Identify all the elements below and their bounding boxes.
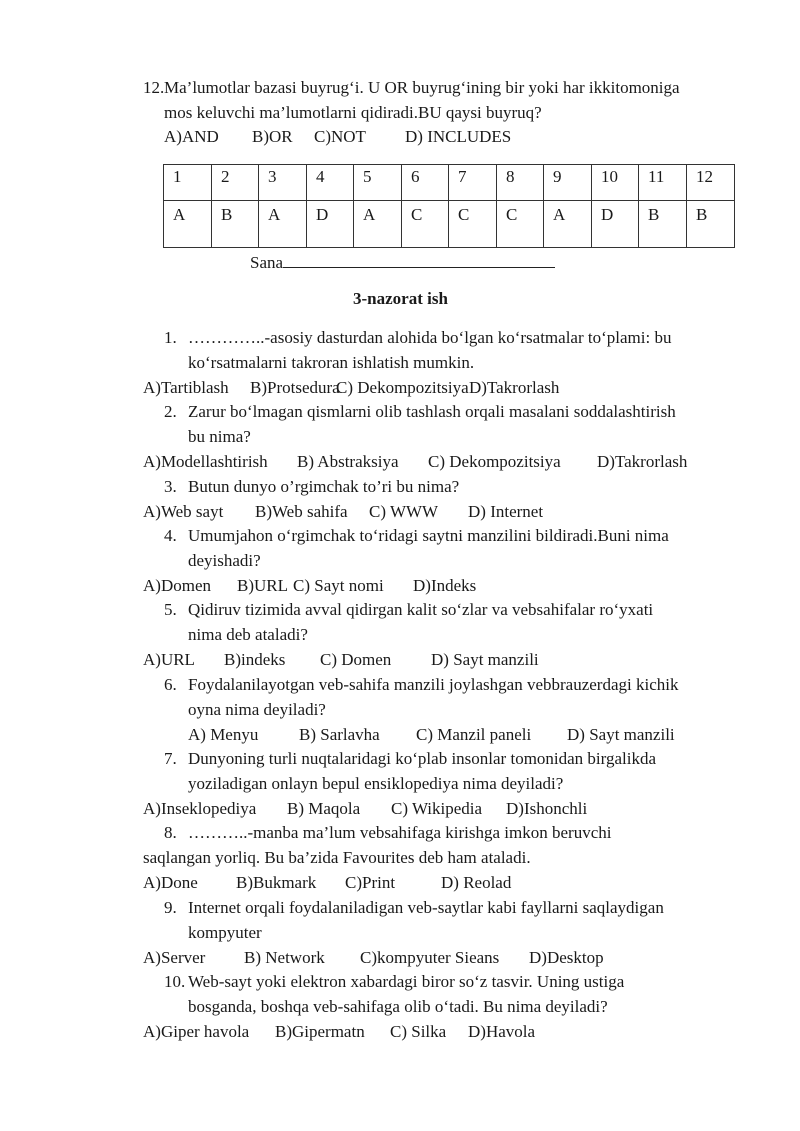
option-c: C) Wikipedia bbox=[391, 799, 483, 818]
option-d: D)Ishonchli bbox=[506, 799, 588, 818]
option-b: B)indeks bbox=[224, 650, 286, 669]
table-cell: 10 bbox=[592, 165, 639, 201]
option-b: B) Network bbox=[244, 948, 325, 967]
option-a: A)URL bbox=[143, 650, 195, 669]
question-text-line1: Zarur bo‘lmagan qismlarni olib tashlash orqali masalani soddalashtirish bbox=[188, 402, 676, 421]
q12-option-a: A)AND bbox=[164, 127, 219, 146]
question-text-line1: Butun dunyo o’rgimchak to’ri bu nima? bbox=[188, 477, 460, 496]
question-options bbox=[143, 948, 604, 968]
option-a: A)Web sayt bbox=[143, 502, 224, 521]
question-options bbox=[143, 873, 511, 893]
date-blank bbox=[283, 251, 555, 268]
table-cell: A bbox=[354, 201, 402, 248]
table-cell: D bbox=[307, 201, 354, 248]
option-c: C) Sayt nomi bbox=[293, 576, 384, 595]
q12-text-line1: Ma’lumotlar bazasi buyrug‘i. U OR buyrug‘ining bir yoki har ikkitomoniga bbox=[164, 78, 680, 97]
question-number: 6. bbox=[164, 675, 177, 694]
option-c: C) WWW bbox=[369, 502, 439, 521]
q12-option-d: D) INCLUDES bbox=[405, 127, 512, 146]
question-text-line1: Web-sayt yoki elektron xabardagi biror so‘z tasvir. Uning ustiga bbox=[188, 972, 625, 991]
option-d: D)Desktop bbox=[529, 948, 604, 967]
option-b: B) Sarlavha bbox=[299, 725, 380, 744]
table-cell: B bbox=[212, 201, 259, 248]
option-b: B)Web sahifa bbox=[255, 502, 348, 521]
question-text-line1: ………..-manba ma’lum vebsahifaga kirishga imkon beruvchi bbox=[188, 823, 612, 842]
question-options bbox=[143, 650, 539, 670]
question-text-line1: …………..-asosiy dasturdan alohida bo‘lgan ko‘rsatmalar to‘plami: bu bbox=[188, 328, 672, 347]
question-text-line2: oyna nima deyiladi? bbox=[188, 700, 326, 719]
question-options bbox=[143, 502, 543, 522]
option-c: C) Dekompozitsiya bbox=[428, 452, 561, 471]
question-number: 8. bbox=[164, 823, 177, 842]
table-cell: 2 bbox=[212, 165, 259, 201]
table-cell: C bbox=[449, 201, 497, 248]
table-cell: 6 bbox=[402, 165, 449, 201]
table-cell: C bbox=[497, 201, 544, 248]
question-text-line2: nima deb ataladi? bbox=[188, 625, 308, 644]
option-a: A)Inseklopediya bbox=[143, 799, 257, 818]
question-text-line2: bu nima? bbox=[188, 427, 251, 446]
question-options bbox=[143, 378, 559, 398]
option-b: B)Bukmark bbox=[236, 873, 317, 892]
option-d: D)Takrorlash bbox=[469, 378, 560, 397]
q12-option-b: B)OR bbox=[252, 127, 293, 146]
q12-options bbox=[164, 127, 511, 147]
question-number: 9. bbox=[164, 898, 177, 917]
table-cell: C bbox=[402, 201, 449, 248]
option-d: D)Indeks bbox=[413, 576, 477, 595]
question-text-line1: Dunyoning turli nuqtalaridagi ko‘plab insonlar tomonidan birgalikda bbox=[188, 749, 657, 768]
q12-option-c: C)NOT bbox=[314, 127, 366, 146]
option-b: B)URL bbox=[237, 576, 288, 595]
option-a: A) Menyu bbox=[188, 725, 259, 744]
option-c: C) Silka bbox=[390, 1022, 447, 1041]
option-c: C)Print bbox=[345, 873, 396, 892]
table-cell: 9 bbox=[544, 165, 592, 201]
section-title: 3-nazorat ish bbox=[353, 289, 448, 308]
option-a: A)Tartiblash bbox=[143, 378, 229, 397]
option-a: A)Server bbox=[143, 948, 206, 967]
question-text-line2: bosganda, boshqa veb-sahifaga olib o‘tadi. Bu nima deyiladi? bbox=[188, 997, 608, 1016]
question-number: 7. bbox=[164, 749, 177, 768]
option-d: D) Internet bbox=[468, 502, 544, 521]
q12-number: 12. bbox=[143, 78, 165, 97]
option-a: A)Done bbox=[143, 873, 198, 892]
table-cell: 11 bbox=[639, 165, 687, 201]
table-cell: 7 bbox=[449, 165, 497, 201]
option-d: D) Sayt manzili bbox=[567, 725, 675, 744]
question-options bbox=[143, 799, 587, 819]
table-cell: A bbox=[164, 201, 212, 248]
option-c: C) Manzil paneli bbox=[416, 725, 532, 744]
question-number: 5. bbox=[164, 600, 177, 619]
table-cell: 4 bbox=[307, 165, 354, 201]
table-row-answers bbox=[164, 201, 735, 248]
question-options bbox=[143, 576, 476, 596]
question-options bbox=[143, 452, 687, 472]
question-number: 3. bbox=[164, 477, 177, 496]
option-b: B) Maqola bbox=[287, 799, 361, 818]
table-cell: 5 bbox=[354, 165, 402, 201]
table-cell: 3 bbox=[259, 165, 307, 201]
question-number: 2. bbox=[164, 402, 177, 421]
option-d: D)Havola bbox=[468, 1022, 536, 1041]
table-cell: A bbox=[259, 201, 307, 248]
question-text-line1: Foydalanilayotgan veb-sahifa manzili joylashgan vebbrauzerdagi kichik bbox=[188, 675, 679, 694]
option-a: A)Domen bbox=[143, 576, 211, 595]
question-text-line1: Umumjahon o‘rgimchak to‘ridagi saytni manzilini bildiradi.Buni nima bbox=[188, 526, 669, 545]
date-label: Sana bbox=[250, 253, 284, 272]
date-line bbox=[250, 251, 555, 273]
option-c: C) Dekompozitsiya bbox=[336, 378, 469, 397]
question-text-line2: deyishadi? bbox=[188, 551, 261, 570]
table-row-numbers bbox=[164, 165, 735, 201]
option-c: C) Domen bbox=[320, 650, 392, 669]
option-a: A)Giper havola bbox=[143, 1022, 250, 1041]
question-text-line1: Qidiruv tizimida avval qidirgan kalit so‘zlar va vebsahifalar ro‘yxati bbox=[188, 600, 654, 619]
table-cell: 1 bbox=[164, 165, 212, 201]
table-cell: B bbox=[639, 201, 687, 248]
option-d: D)Takrorlash bbox=[597, 452, 688, 471]
option-a: A)Modellashtirish bbox=[143, 452, 268, 471]
table-cell: 8 bbox=[497, 165, 544, 201]
question-text-line1: Internet orqali foydalaniladigan veb-saytlar kabi fayllarni saqlaydigan bbox=[188, 898, 664, 917]
question-options bbox=[188, 725, 675, 745]
question-text-line2: ko‘rsatmalarni takroran ishlatish mumkin. bbox=[188, 353, 475, 372]
table-cell: B bbox=[687, 201, 735, 248]
question-text-line2: saqlangan yorliq. Bu ba’zida Favourites deb ham ataladi. bbox=[143, 848, 531, 867]
option-b: B)Gipermatn bbox=[275, 1022, 365, 1041]
question-number: 4. bbox=[164, 526, 177, 545]
question-text-line2: yoziladigan onlayn bepul ensiklopediya nima deyiladi? bbox=[188, 774, 564, 793]
option-d: D) Sayt manzili bbox=[431, 650, 539, 669]
option-c: C)kompyuter Sieans bbox=[360, 948, 500, 967]
question-number: 1. bbox=[164, 328, 177, 347]
question-options bbox=[143, 1022, 535, 1042]
option-b: B) Abstraksiya bbox=[297, 452, 399, 471]
q12-text-line2: mos keluvchi ma’lumotlarni qidiradi.BU qaysi buyruq? bbox=[164, 103, 542, 122]
option-d: D) Reolad bbox=[441, 873, 512, 892]
question-text-line2: kompyuter bbox=[188, 923, 262, 942]
table-cell: 12 bbox=[687, 165, 735, 201]
question-number: 10. bbox=[164, 972, 186, 991]
table-cell: D bbox=[592, 201, 639, 248]
option-b: B)Protsedura bbox=[250, 378, 340, 397]
table-cell: A bbox=[544, 201, 592, 248]
answer-key-table bbox=[163, 164, 735, 248]
